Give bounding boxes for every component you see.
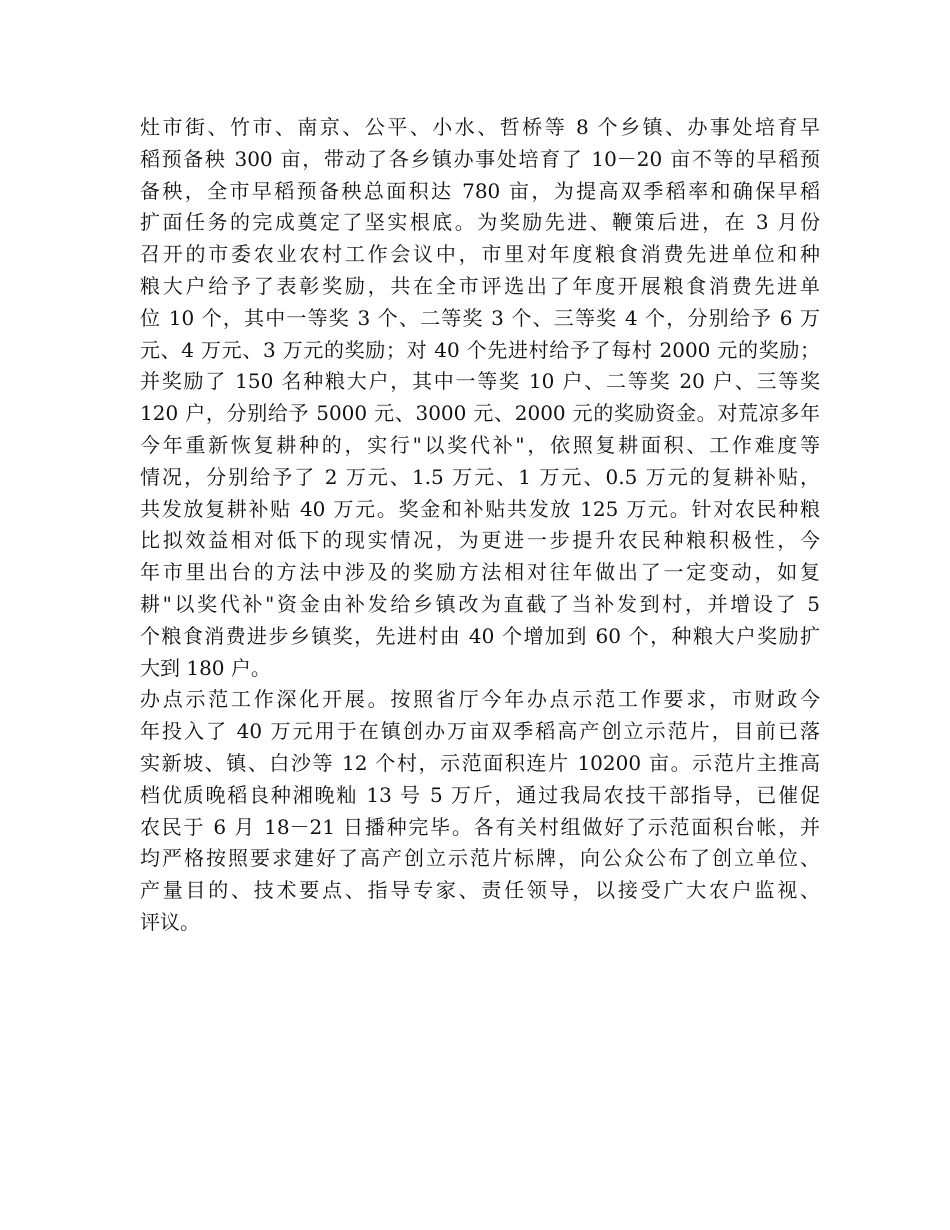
text-line: 灶市街、竹市、南京、公平、小水、哲桥等 8 个乡镇、办事处培育早 xyxy=(140,115,820,139)
text-line: 扩面任务的完成奠定了坚实根底。为奖励先进、鞭策后进，在 3 月份 xyxy=(140,210,820,235)
text-line: 大到 180 户。 xyxy=(140,655,271,680)
text-line: 今年重新恢复耕种的，实行"以奖代补"，依照复耕面积、工作难度等 xyxy=(140,432,820,457)
paragraph-2 xyxy=(140,684,820,938)
text-line: 年投入了 40 万元用于在镇创办万亩双季稻高产创立示范片，目前已落 xyxy=(140,719,820,744)
text-line: 档优质晚稻良种湘晚籼 13 号 5 万斤，通过我局农技干部指导，已催促 xyxy=(140,782,820,807)
text-line: 120 户，分别给予 5000 元、3000 元、2000 元的奖励资金。对荒凉多年 xyxy=(140,401,820,426)
text-line: 共发放复耕补贴 40 万元。奖金和补贴共发放 125 万元。针对农民种粮 xyxy=(140,496,820,521)
text-line: 办点示范工作深化开展。按照省厅今年办点示范工作要求，市财政今 xyxy=(140,687,820,712)
text-line: 农民于 6 月 18－21 日播种完毕。各有关村组做好了示范面积台帐，并 xyxy=(140,814,820,839)
text-line: 情况，分别给予了 2 万元、1.5 万元、1 万元、0.5 万元的复耕补贴， xyxy=(140,464,820,489)
text-line: 产量目的、技术要点、指导专家、责任领导，以接受广大农户监视、 xyxy=(140,878,820,903)
text-line: 比拟效益相对低下的现实情况，为更进一步提升农民种粮积极性，今 xyxy=(140,528,820,553)
document-body xyxy=(140,112,820,939)
text-line: 元、4 万元、3 万元的奖励；对 40 个先进村给予了每村 2000 元的奖励； xyxy=(140,337,820,362)
text-line: 位 10 个，其中一等奖 3 个、二等奖 3 个、三等奖 4 个，分别给予 6 万 xyxy=(140,305,820,330)
text-line: 粮大户给予了表彰奖励，共在全市评选出了年度开展粮食消费先进单 xyxy=(140,273,820,298)
text-line: 备秧，全市早稻预备秧总面积达 780 亩，为提高双季稻率和确保早稻 xyxy=(140,178,820,203)
text-line: 召开的市委农业农村工作会议中，市里对年度粮食消费先进单位和种 xyxy=(140,242,820,267)
text-line: 均严格按照要求建好了高产创立示范片标牌，向公众公布了创立单位、 xyxy=(140,846,820,871)
text-line: 年市里出台的方法中涉及的奖励方法相对往年做出了一定变动，如复 xyxy=(140,560,820,585)
text-line: 并奖励了 150 名种粮大户，其中一等奖 10 户、二等奖 20 户、三等奖 xyxy=(140,369,820,394)
text-line: 评议。 xyxy=(140,909,200,934)
text-line: 实新坡、镇、白沙等 12 个村，示范面积连片 10200 亩。示范片主推高 xyxy=(140,750,820,775)
text-line: 个粮食消费进步乡镇奖，先进村由 40 个增加到 60 个，种粮大户奖励扩 xyxy=(140,623,820,648)
text-line: 稻预备秧 300 亩，带动了各乡镇办事处培育了 10－20 亩不等的早稻预 xyxy=(140,146,820,171)
paragraph-1 xyxy=(140,112,820,684)
text-line: 耕"以奖代补"资金由补发给乡镇改为直截了当补发到村，并增设了 5 xyxy=(140,591,820,616)
